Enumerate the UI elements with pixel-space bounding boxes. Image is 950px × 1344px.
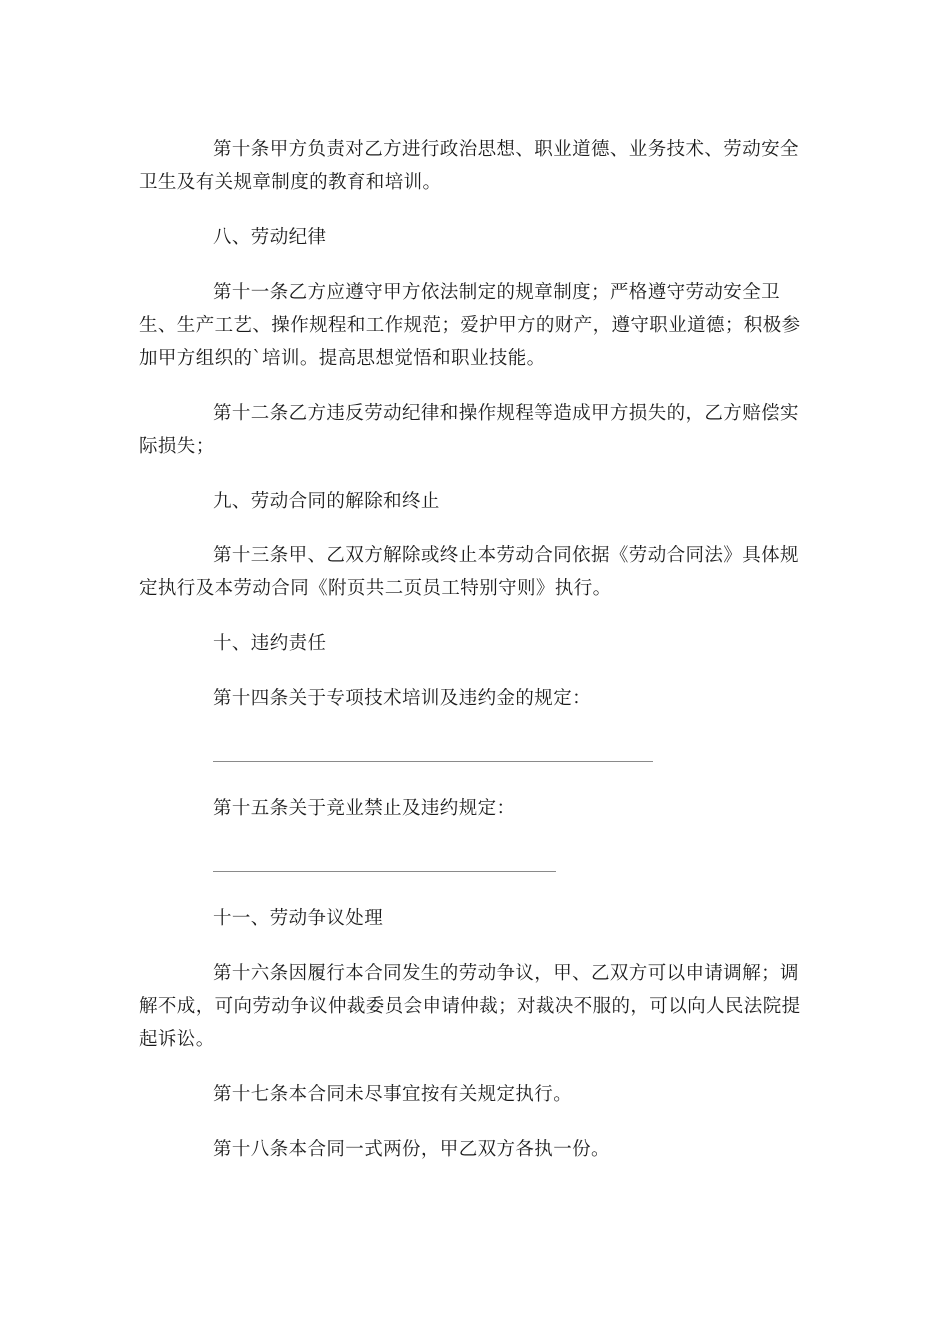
section-8-heading: 八、劳动纪律 — [213, 227, 327, 248]
article-11-paragraph: 第十一条乙方应遵守甲方依法制定的规章制度；严格遵守劳动安全卫生、生产工艺、操作规程和工作规范；爱护甲方的财产，遵守职业道德；积极参加甲方组织的`培训。提高思想觉悟和职业技能。 — [139, 282, 801, 369]
section-10-heading: 十、违约责任 — [213, 633, 327, 654]
article-14-blank-line — [213, 761, 653, 762]
section-9-heading: 九、劳动合同的解除和终止 — [213, 491, 440, 512]
article-10-paragraph: 第十条甲方负责对乙方进行政治思想、职业道德、业务技术、劳动安全卫生及有关规章制度的教育和培训。 — [139, 139, 799, 193]
section-11-heading: 十一、劳动争议处理 — [213, 908, 384, 929]
article-15-blank-line — [213, 871, 556, 872]
article-16-paragraph: 第十六条因履行本合同发生的劳动争议，甲、乙双方可以申请调解；调解不成，可向劳动争议仲裁委员会申请仲裁；对裁决不服的，可以向人民法院提起诉讼。 — [139, 963, 801, 1050]
article-12-paragraph: 第十二条乙方违反劳动纪律和操作规程等造成甲方损失的，乙方赔偿实际损失； — [139, 403, 799, 457]
article-14-paragraph: 第十四条关于专项技术培训及违约金的规定： — [213, 688, 592, 709]
article-17-paragraph: 第十七条本合同未尽事宜按有关规定执行。 — [213, 1084, 573, 1105]
article-18-paragraph: 第十八条本合同一式两份，甲乙双方各执一份。 — [213, 1139, 610, 1160]
article-15-paragraph: 第十五条关于竞业禁止及违约规定： — [213, 798, 516, 819]
article-13-paragraph: 第十三条甲、乙双方解除或终止本劳动合同依据《劳动合同法》具体规定执行及本劳动合同《附页共二页员工特别守则》执行。 — [139, 545, 799, 599]
